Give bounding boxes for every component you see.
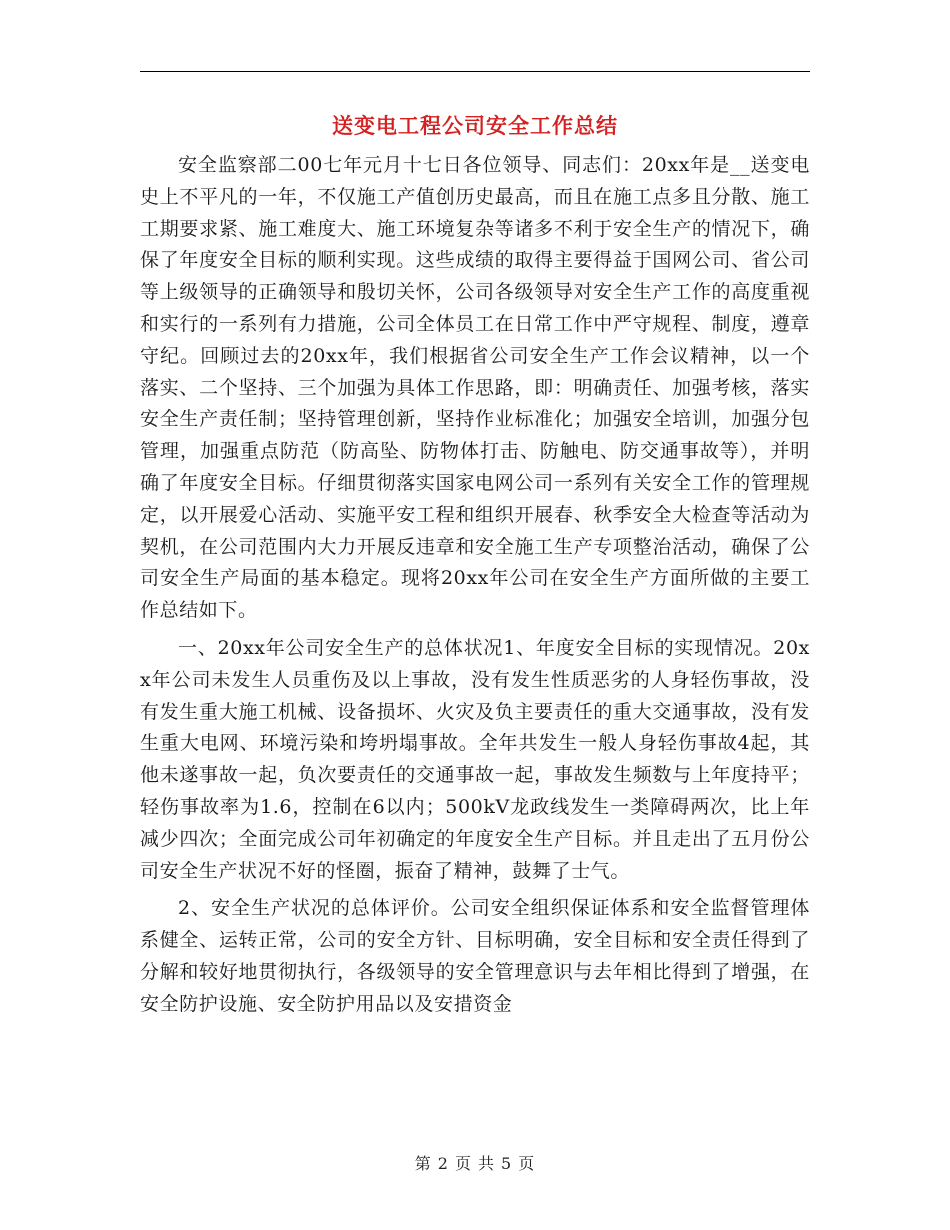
paragraph-intro: 安全监察部二00七年元月十七日各位领导、同志们：20xx年是__送变电史上不平凡的一年，不仅施工产值创历史最高，而且在施工点多且分散、施工工期要求紧、施工难度大、施工环境复杂等诸多不利于安全生产的情况下，确保了年度安全目标的顺利实现。这些成绩的取得主要得益于国网公司、省公司等上级领导的正确领导和殷切关怀，公司各级领导对安全生产工作的高度重视和实行的一系列有力措施，公司全体员工在日常工作中严守规程、制度，遵章守纪。回顾过去的20xx年，我们根据省公司安全生产工作会议精神，以一个落实、二个坚持、三个加强为具体工作思路，即：明确责任、加强考核，落实安全生产责任制；坚持管理创新，坚持作业标准化；加强安全培训，加强分包管理，加强重点防范（防高坠、防物体打击、防触电、防交通事故等），并明确了年度安全目标。仔细贯彻落实国家电网公司一系列有关安全工作的管理规定，以开展爱心活动、实施平安工程和组织开展春、秋季安全大检查等活动为契机，在公司范围内大力开展反违章和安全施工生产专项整治活动，确保了公司安全生产局面的基本稳定。现将20xx年公司在安全生产方面所做的主要工作总结如下。 (140, 154, 810, 622)
page-label-prefix: 第 (414, 1154, 432, 1173)
document-body (140, 150, 810, 1027)
current-page-number: 2 (437, 1154, 449, 1173)
paragraph-overall-evaluation: 2、安全生产状况的总体评价。公司安全组织保证体系和安全监督管理体系健全、运转正常，公司的安全方针、目标明确，安全目标和安全责任得到了分解和较好地贯彻执行，各级领导的安全管理意识与去年相比得到了增强，在安全防护设施、安全防护用品以及安措资金 (140, 897, 810, 1015)
page-footer (0, 1152, 950, 1176)
document-title: 送变电工程公司安全工作总结 (332, 114, 618, 138)
total-pages-number: 5 (501, 1154, 513, 1173)
page-label-mid: 页 共 (454, 1154, 496, 1173)
paragraph-overall-status: 一、20xx年公司安全生产的总体状况1、年度安全目标的实现情况。20xx年公司未发生人员重伤及以上事故，没有发生性质恶劣的人身轻伤事故，没有发生重大施工机械、设备损坏、火灾及负主要责任的重大交通事故，没有发生重大电网、环境污染和垮坍塌事故。全年共发生一般人身轻伤事故4起，其他未遂事故一起，负次要责任的交通事故一起，事故发生频数与上年度持平；轻伤事故率为1.6，控制在6以内；500kV龙政线发生一类障碍两次，比上年减少四次；全面完成公司年初确定的年度安全生产目标。并且走出了五月份公司安全生产状况不好的怪圈，振奋了精神，鼓舞了士气。 (140, 636, 810, 882)
header-rule (140, 71, 810, 72)
page-label-suffix: 页 (518, 1154, 536, 1173)
